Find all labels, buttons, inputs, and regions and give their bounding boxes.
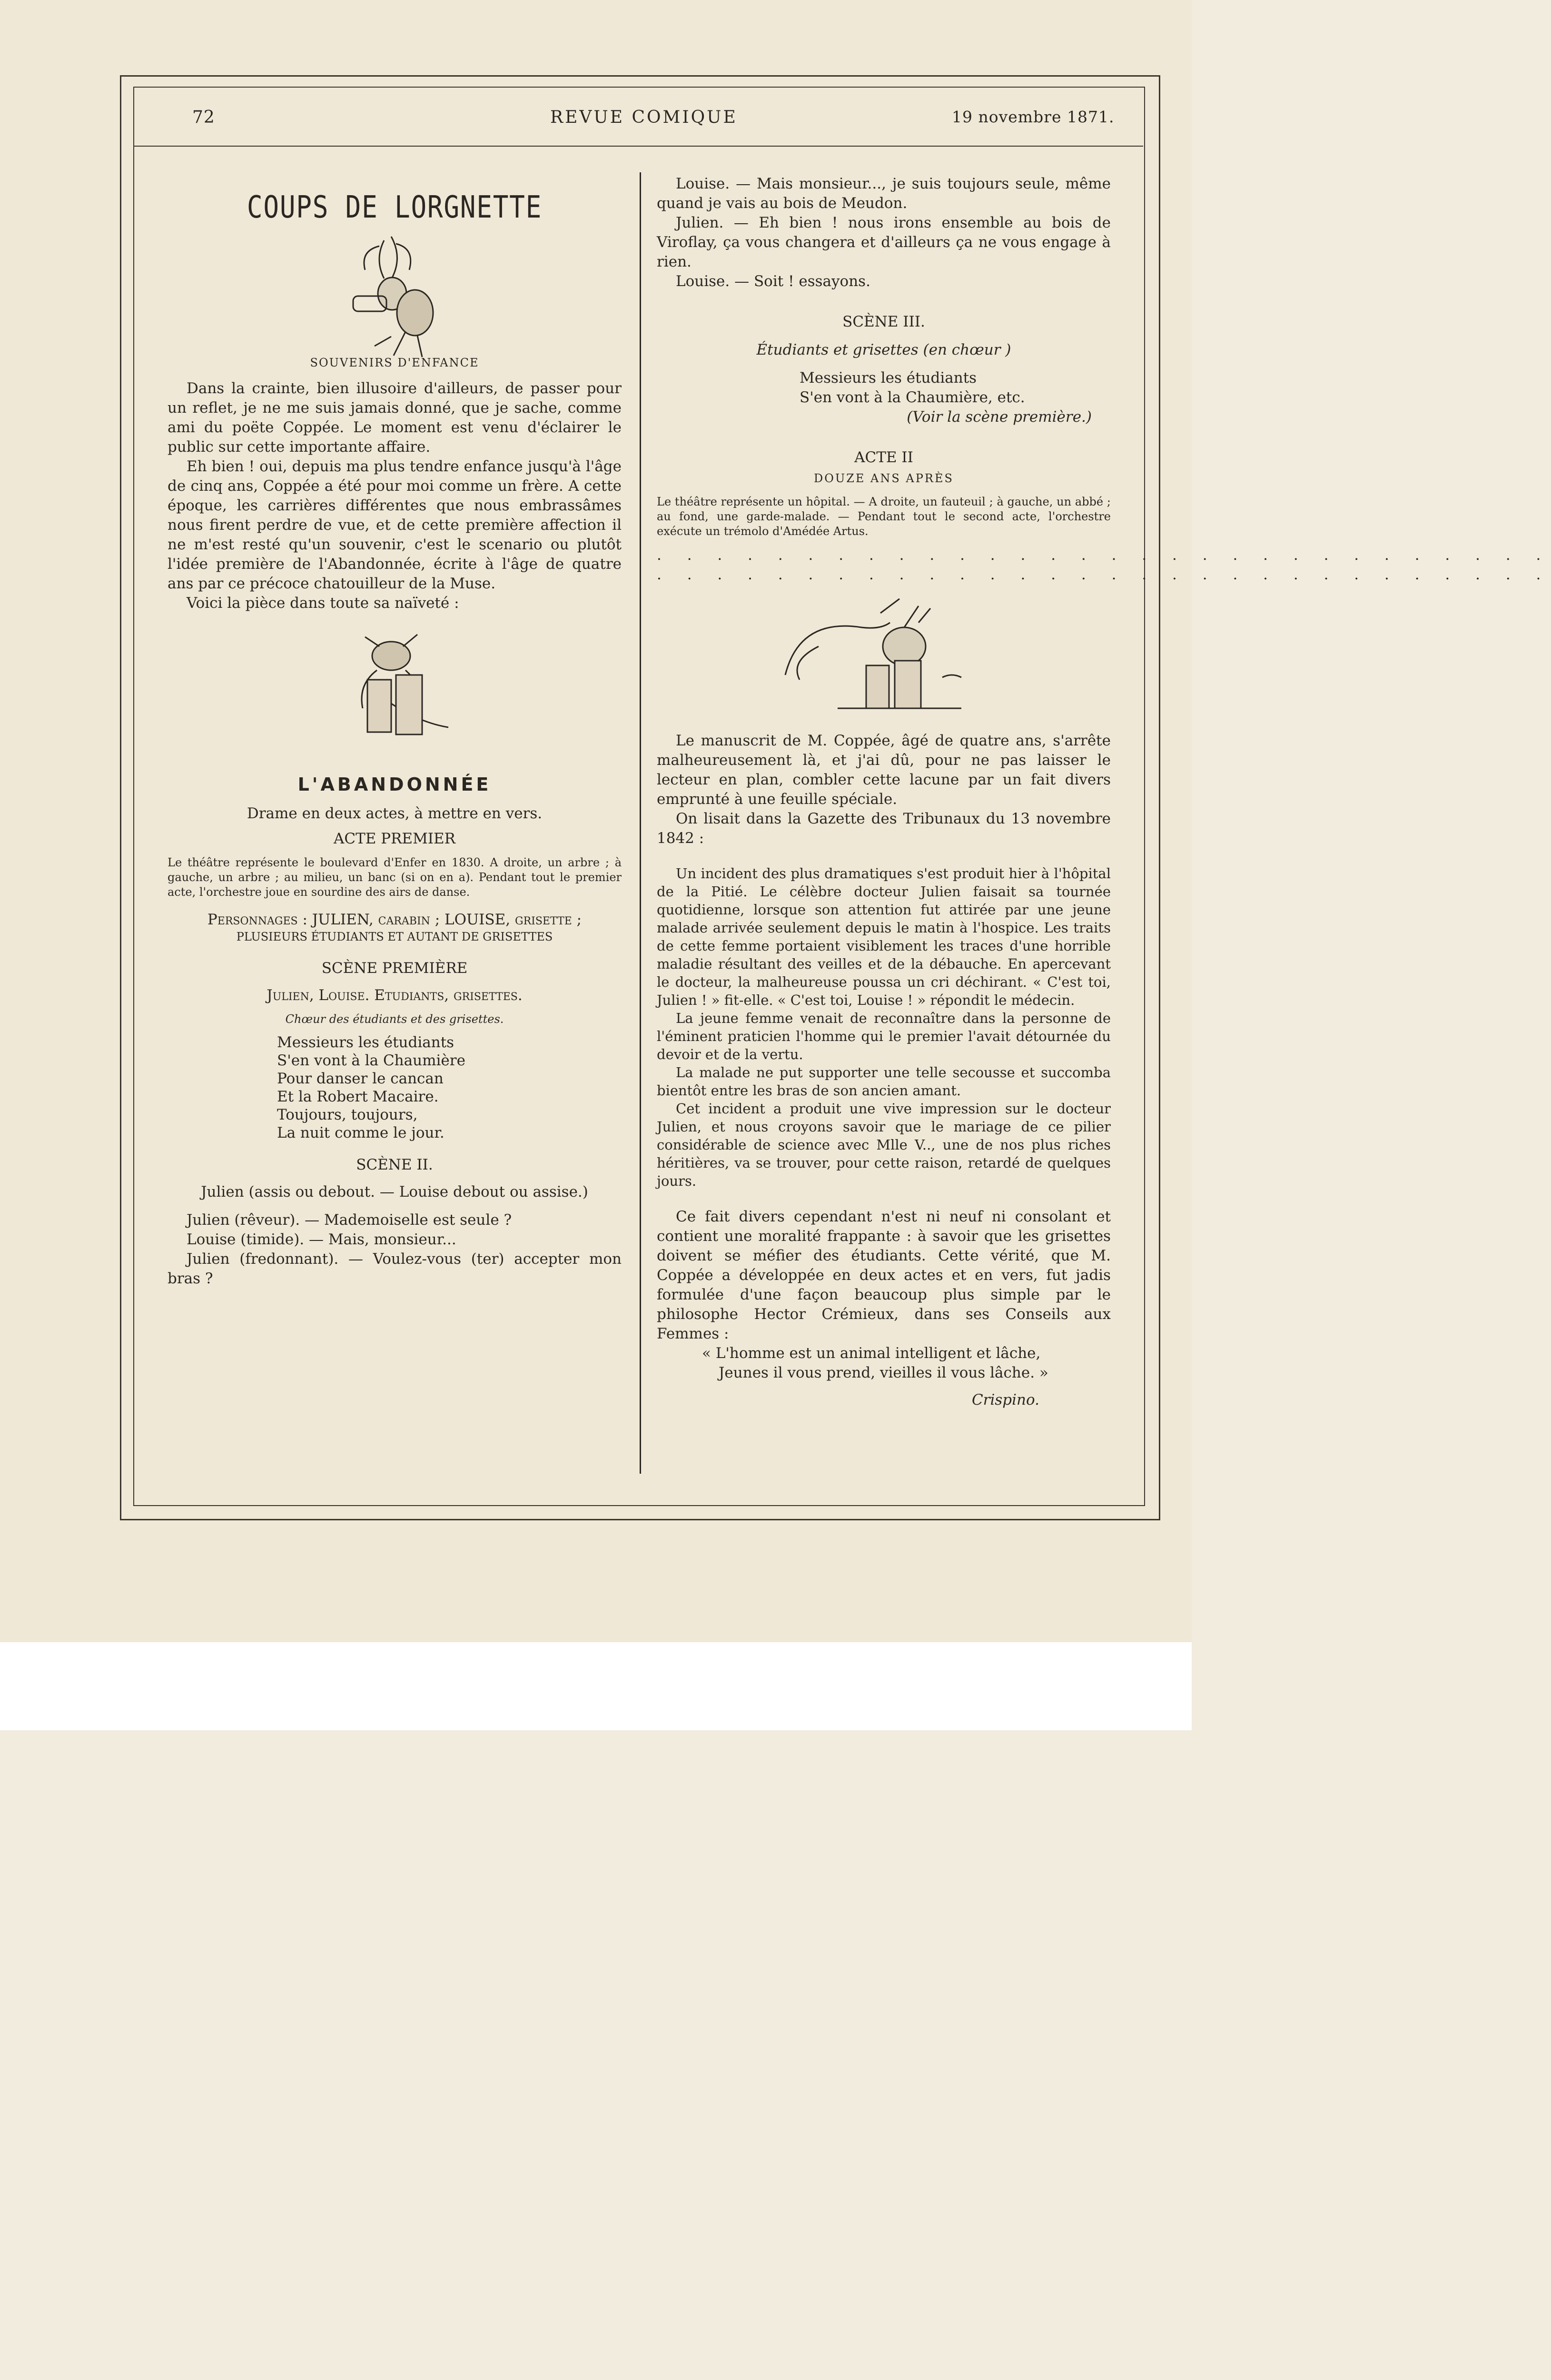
stage-direction: Le théâtre représente le boulevard d'Enfer en 1830. A droite, un arbre ; à gauche, un arbre ; au milieu, un banc (si on en a). Pendant tout le premier acte, l'orchestre joue en sourdine des airs de danse. — [168, 856, 622, 899]
act-heading: ACTE II — [854, 449, 913, 466]
right-column — [657, 174, 1551, 1410]
excerpt-paragraph: La malade ne put supporter une telle secousse et succomba bientôt entre les bras de son ancien amant. — [657, 1064, 1111, 1099]
excerpt-paragraph: Cet incident a produit une vive impression sur le docteur Julien, et nous croyons savoir que le mariage de ce pilier considérable de science avec Mlle V.., une de nos plus riches héritières, va se trouver, pour cette raison, retardé de quelques jours. — [657, 1101, 1111, 1189]
issue-date: 19 novembre 1871. — [952, 108, 1115, 126]
insect-with-pots-illustration — [168, 632, 622, 751]
dialogue-line: Louise. — Mais monsieur..., je suis toujours seule, même quand je vais au bois de Meudon. — [657, 175, 1111, 212]
excerpt-paragraph: La jeune femme venait de reconnaître dans la personne de l'éminent praticien l'homme qui le premier l'avait détournée du devoir et de la vertu. — [657, 1010, 1111, 1062]
chorus-verses — [168, 1033, 622, 1142]
verse-note: (Voir la scène première.) — [907, 408, 1092, 426]
quote-line: Jeunes il vous prend, vieilles il vous lâche. » — [719, 1364, 1048, 1381]
digitization-footer — [0, 1642, 1192, 1730]
dialogue-line: Julien (rêveur). — Mademoiselle est seule ? — [187, 1211, 512, 1229]
newspaper-excerpt — [657, 864, 1111, 1190]
play-title: L'ABANDONNÉE — [297, 774, 492, 795]
page-number: 72 — [192, 108, 215, 127]
paragraph: Eh bien ! oui, depuis ma plus tendre enfance jusqu'à l'âge de cinq ans, Coppée a été pour moi comme un frère. A cette époque, les carrières différentes que nous embrassâmes nous firent perdre de vue, et de cette première affection il ne m'est resté qu'un souvenir, c'est le scenario ou plutôt l'idée première de l'Abandonnée, écrite à l'âge de quatre ans par ce précoce chatouilleur de la Muse. — [168, 458, 622, 592]
scene-cast: Étudiants et grisettes (en chœur ) — [756, 341, 1011, 358]
dialogue-line: Louise (timide). — Mais, monsieur... — [187, 1231, 456, 1248]
scene-heading: SCÈNE III. — [842, 313, 925, 330]
verse-line: La nuit comme le jour. — [277, 1124, 445, 1141]
paragraph: Ce fait divers cependant n'est ni neuf ni consolant et contient une moralité frappante : à savoir que les grisettes doivent se méfier des étudiants. Cette vérité, que M. Coppée a développée en deux actes et en vers, fut jadis formulée d'une façon beaucoup plus simple par le philosophe Hector Crémieux, dans ses Conseils aux Femmes : — [657, 1208, 1111, 1342]
characters-line: PLUSIEURS ÉTUDIANTS ET AUTANT DE GRISETTES — [236, 930, 553, 943]
dialogue-line: Louise. — Soit ! essayons. — [676, 273, 870, 290]
left-column — [168, 157, 622, 1289]
verse-line: Toujours, toujours, — [277, 1106, 418, 1123]
dialogue-line: Julien. — Eh bien ! nous irons ensemble au bois de Viroflay, ça vous changera et d'ailleurs ça ne vous engage à rien. — [657, 214, 1111, 270]
paragraph: On lisait dans la Gazette des Tribunaux du 13 novembre 1842 : — [657, 810, 1111, 847]
dialogue-line: Julien (fredonnant). — Voulez-vous (ter) accepter mon bras ? — [168, 1250, 622, 1287]
article-subtitle: SOUVENIRS D'ENFANCE — [310, 356, 479, 369]
act-subheading: DOUZE ANS APRÈS — [814, 472, 954, 485]
quote-line: « L'homme est un animal intelligent et lâche, — [702, 1345, 1041, 1362]
signature: Crispino. — [971, 1391, 1039, 1408]
article-title: COUPS DE LORGNETTE — [247, 190, 543, 225]
paragraph: Le manuscrit de M. Coppée, âgé de quatre ans, s'arrête malheureusement là, et j'ai dû, pour ne pas laisser le lecteur en plan, combler cette lacune par un fait divers emprunté à une feuille spéciale. — [657, 732, 1111, 808]
play-subtitle: Drame en deux actes, à mettre en vers. — [247, 805, 543, 822]
verse-line: Messieurs les étudiants — [800, 369, 977, 387]
ellipsis-line: . . . . . . . . . . . . . . . . . . . . . . . . . . . . . . — [657, 566, 1551, 583]
scene-heading: SCÈNE PREMIÈRE — [321, 960, 468, 977]
scene-cast: Julien, Louise. Etudiants, grisettes. — [267, 987, 523, 1004]
scene-heading: SCÈNE II. — [356, 1156, 433, 1173]
verse-line: Messieurs les étudiants — [277, 1034, 454, 1051]
paragraph: Dans la crainte, bien illusoire d'ailleurs, de passer pour un reflet, je ne me suis jamais donné, que je sache, comme ami du poëte Coppée. Le moment est venu d'éclairer le public sur cette importante affaire. — [168, 380, 622, 456]
column-rule — [640, 172, 641, 1474]
header-rule — [134, 146, 1143, 147]
hospital-scene-illustration — [657, 594, 1111, 718]
journal-title: REVUE COMIQUE — [550, 108, 738, 127]
wasp-lorgnette-illustration — [168, 227, 622, 351]
excerpt-paragraph: Un incident des plus dramatiques s'est produit hier à l'hôpital de la Pitié. Le célèbre docteur Julien faisait sa tournée quotidienne, lorsque son attention fut attirée par une jeune malade arrivée seulement depuis le matin à l'hospice. Les traits de cette femme portaient visiblement les traces d'une horrible maladie résultant des veilles et de la débauche. En apercevant le docteur, la malheureuse poussa un cri déchirant. « C'est toi, Julien ! » fit-elle. « C'est toi, Louise ! » répondit le médecin. — [657, 865, 1111, 1008]
characters-line: Personnages : JULIEN, carabin ; LOUISE, grisette ; — [207, 911, 582, 928]
chorus-heading: Chœur des étudiants et des grisettes. — [285, 1012, 504, 1026]
verse-line: S'en vont à la Chaumière — [277, 1052, 465, 1069]
scene-cast: Julien (assis ou debout. — Louise debout ou assise.) — [201, 1183, 588, 1200]
stage-direction: Le théâtre représente un hôpital. — A droite, un fauteuil ; à gauche, un abbé ; au fond, une garde-malade. — Pendant tout le second acte, l'orchestre exécute un trémolo d'Amédée Artus. — [657, 495, 1111, 538]
verse-line: S'en vont à la Chaumière, etc. — [800, 389, 1025, 406]
verse-line: Pour danser le cancan — [277, 1070, 444, 1087]
ellipsis-line: . . . . . . . . . . . . . . . . . . . . . . . . . . . . . . — [657, 546, 1551, 564]
act-heading: ACTE PREMIER — [333, 830, 456, 847]
paragraph: Voici la pièce dans toute sa naïveté : — [187, 595, 459, 612]
verse-line: Et la Robert Macaire. — [277, 1088, 439, 1105]
